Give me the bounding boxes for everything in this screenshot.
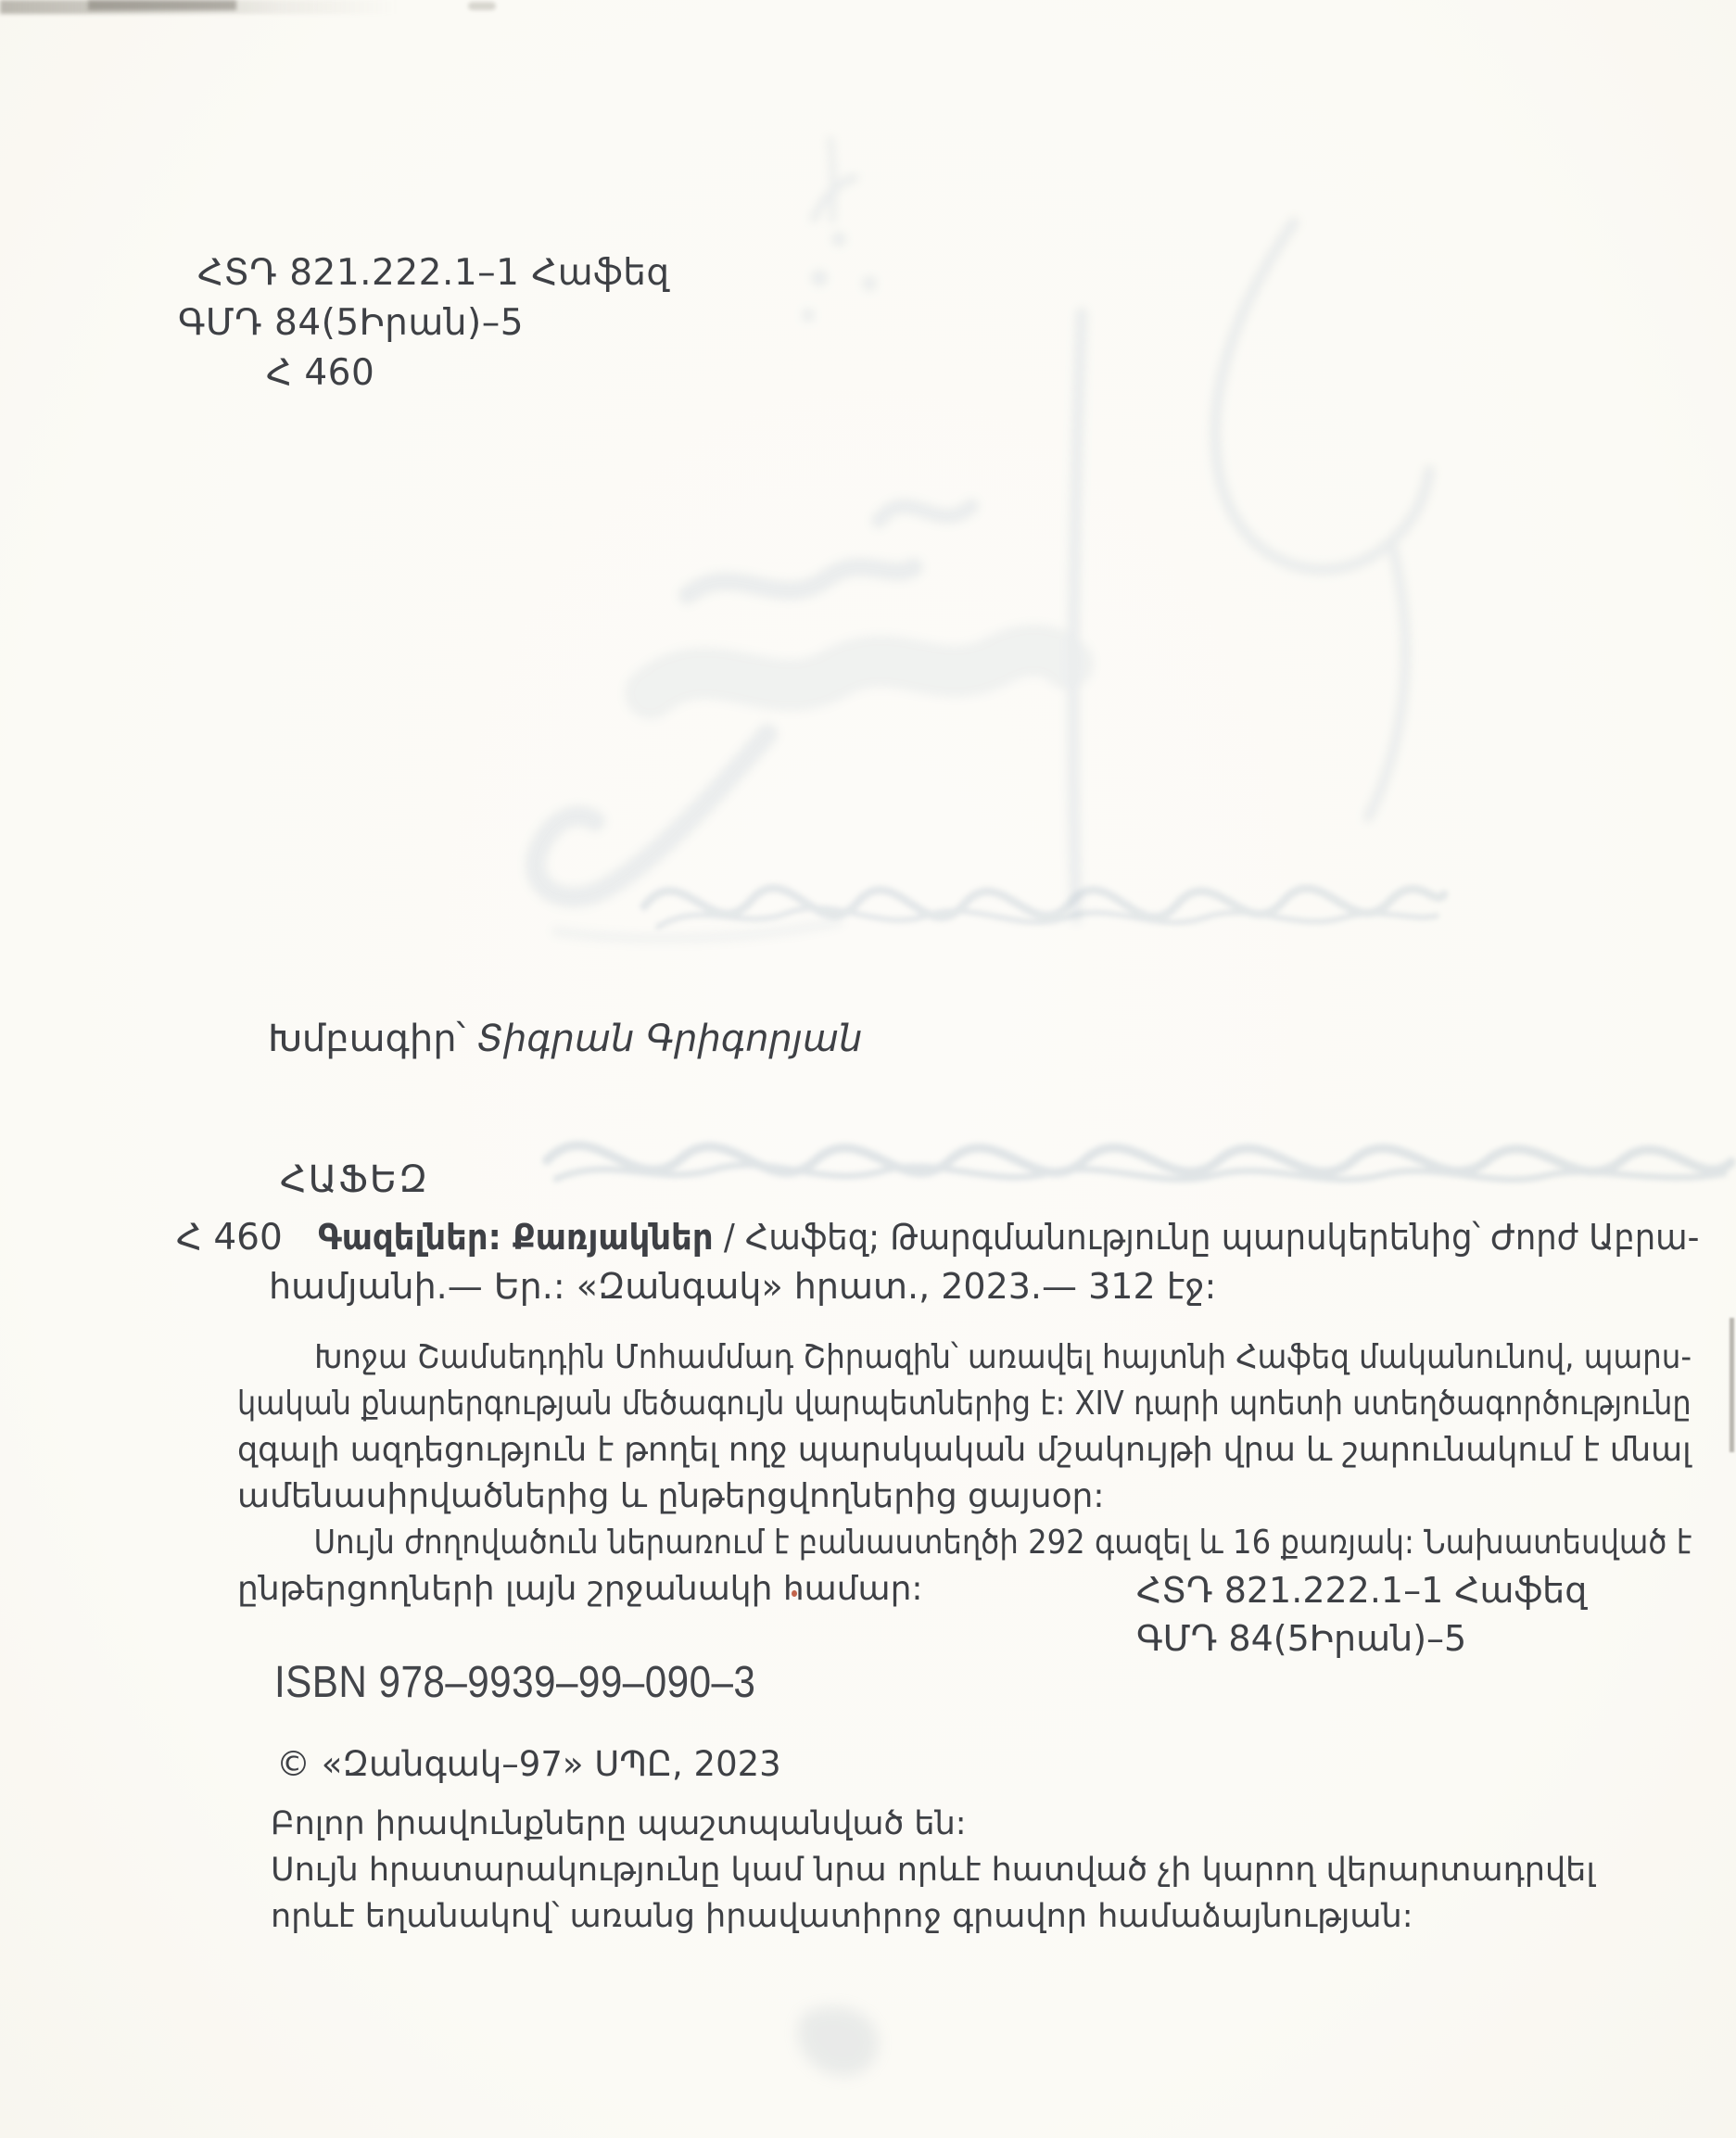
annotation-line: ընթերցողների լայն շրջանակի համար:: [237, 1570, 923, 1608]
bbk-code-right: ԳՄԴ 84(5Իրան)–5: [1136, 1618, 1467, 1659]
editor-name: Տիգրան Գրիգորյան: [476, 1018, 863, 1060]
annotation-line: զգալի ազդեցություն է թողել ողջ պարսկական մշակույթի վրա և շարունակում է մնալ: [237, 1431, 1692, 1469]
annotation-line: կական քնարերգության մեծագույն վարպետներից է: XIV դարի պոետի ստեղծագործությունը: [237, 1385, 1692, 1423]
author-heading: ՀԱՖԵԶ: [280, 1158, 430, 1201]
scan-edge-dot: [468, 2, 496, 10]
annotation-line: Սույն ժողովածուն ներառում է բանաստեղծի 292 գազել և 16 քառյակ: Նախատեսված է: [313, 1524, 1692, 1562]
udc-code-right: ՀՏԴ 821.222.1–1 Հաֆեզ: [1136, 1570, 1588, 1611]
catalog-entry-line1: [318, 1217, 1699, 1258]
rights-line: Բոլոր իրավունքները պաշտպանված են:: [271, 1805, 967, 1842]
annotation-line: Խոջա Շամսեդդին Մոհամմադ Շիրազին՝ առավել հայտնի Հաֆեզ մականունով, պարս-: [314, 1338, 1692, 1376]
editor-line: [268, 1018, 862, 1060]
showthrough-script-upper: [644, 888, 1444, 927]
author-sign-line: Հ 460: [266, 352, 375, 394]
scan-edge-artifact-top-dark: [88, 0, 236, 10]
copyright-line: © «Զանգակ–97» ՍՊԸ, 2023: [276, 1744, 781, 1784]
bottom-smudge: [798, 2006, 879, 2076]
isbn-line: ISBN 978–9939–99–090–3: [274, 1658, 756, 1707]
annotation-line: ամենասիրվածներից և ընթերցվողներից ցայսօր:: [237, 1477, 1105, 1515]
catalog-title: Գազելներ: Քառյակներ: [318, 1217, 714, 1258]
scan-edge-artifact-right: [1730, 1318, 1734, 1452]
catalog-line1-rest: / Հաֆեզ; Թարգմանությունը պարսկերենից՝ Ժորժ Աբրա-: [713, 1217, 1700, 1258]
catalog-entry-line2: համյանի.— Եր.: «Զանգակ» հրատ., 2023.— 312 էջ:: [269, 1266, 1217, 1307]
rights-line: որևէ եղանակով՝ առանց իրավատիրոջ գրավոր համաձայնության:: [271, 1898, 1413, 1935]
bbk-code-line: ԳՄԴ 84(5Իրան)–5: [178, 302, 525, 344]
catalog-author-sign: Հ 460: [176, 1217, 283, 1259]
editor-label: Խմբագիր՝: [268, 1018, 477, 1060]
rights-line: Սույն հրատարակությունը կամ նրա որևէ հատված չի կարող վերարտադրվել: [271, 1852, 1595, 1889]
showthrough-script-middle: [547, 1145, 1731, 1180]
udc-code-line: ՀՏԴ 821.222.1–1 Հաֆեզ: [197, 252, 670, 294]
